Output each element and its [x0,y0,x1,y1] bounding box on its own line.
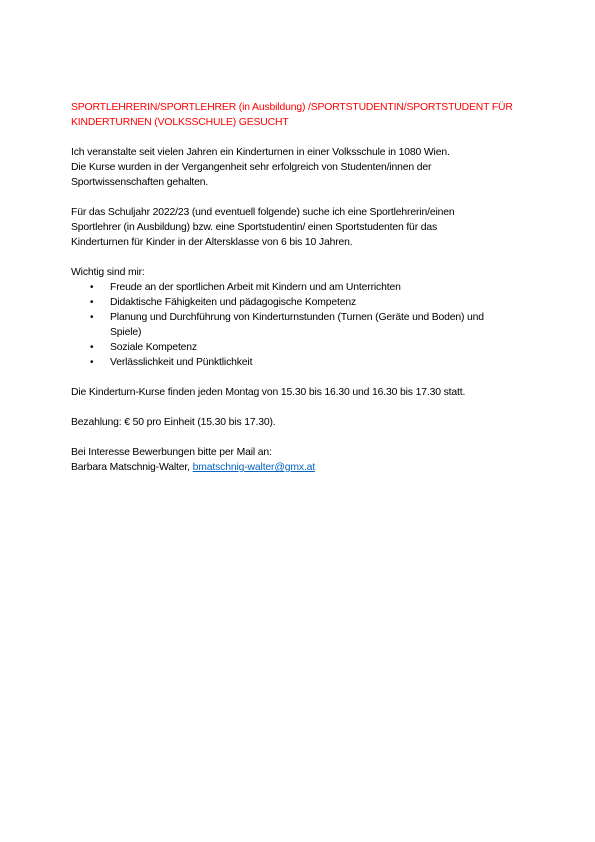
contact-paragraph [71,445,541,475]
intro-paragraph [71,145,541,190]
bullet-icon: • [90,282,94,293]
contact-name: Barbara Matschnig-Walter, [71,462,193,473]
contact-line-2 [71,460,541,475]
document-page [71,100,541,490]
list-item [71,280,541,295]
email-link[interactable]: bmatschnig-walter@gmx.at [192,462,316,473]
heading-line-2: KINDERTURNEN (VOLKSSCHULE) GESUCHT [71,117,289,128]
list-item-text: Didaktische Fähigkeiten und pädagogische Kompetenz [110,297,357,308]
payment-paragraph [71,415,541,430]
intro-line-2: Die Kurse wurden in der Vergangenheit sehr erfolgreich von Studenten/innen der [71,162,432,173]
bullet-icon: • [90,312,94,323]
bullet-icon: • [90,297,94,308]
requirements-list [71,280,541,370]
heading-line-1: SPORTLEHRERIN/SPORTLEHRER (in Ausbildung) /SPORTSTUDENTIN/SPORTSTUDENT FÜR [71,102,513,113]
list-item-text: Verlässlichkeit und Pünktlichkeit [110,357,253,368]
schedule-text: Die Kinderturn-Kurse finden jeden Montag von 15.30 bis 16.30 und 16.30 bis 17.30 statt. [71,387,466,398]
contact-line-1: Bei Interesse Bewerbungen bitte per Mail an: [71,447,272,458]
intro-line-1: Ich veranstalte seit vielen Jahren ein Kinderturnen in einer Volksschule in 1080 Wien. [71,147,450,158]
bullet-icon: • [90,357,94,368]
bullet-icon: • [90,342,94,353]
list-item-text: Planung und Durchführung von Kinderturnstunden (Turnen (Geräte und Boden) und [110,312,484,323]
list-item-text: Freude an der sportlichen Arbeit mit Kindern und am Unterrichten [110,282,401,293]
list-item-text: Soziale Kompetenz [110,342,197,353]
list-item [71,355,541,370]
list-item [71,310,541,340]
list-item [71,340,541,355]
search-line-2: Sportlehrer (in Ausbildung) bzw. eine Sportstudentin/ einen Sportstudenten für das [71,222,438,233]
list-item-text-continued: Spiele) [110,327,142,338]
job-heading [71,100,541,130]
payment-text: Bezahlung: € 50 pro Einheit (15.30 bis 17.30). [71,417,276,428]
requirements-title: Wichtig sind mir: [71,267,145,278]
schedule-paragraph [71,385,541,400]
search-line-3: Kinderturnen für Kinder in der Altersklasse von 6 bis 10 Jahren. [71,237,353,248]
search-paragraph [71,205,541,250]
intro-line-3: Sportwissenschaften gehalten. [71,177,209,188]
list-item [71,295,541,310]
search-line-1: Für das Schuljahr 2022/23 (und eventuell folgende) suche ich eine Sportlehrerin/einen [71,207,455,218]
